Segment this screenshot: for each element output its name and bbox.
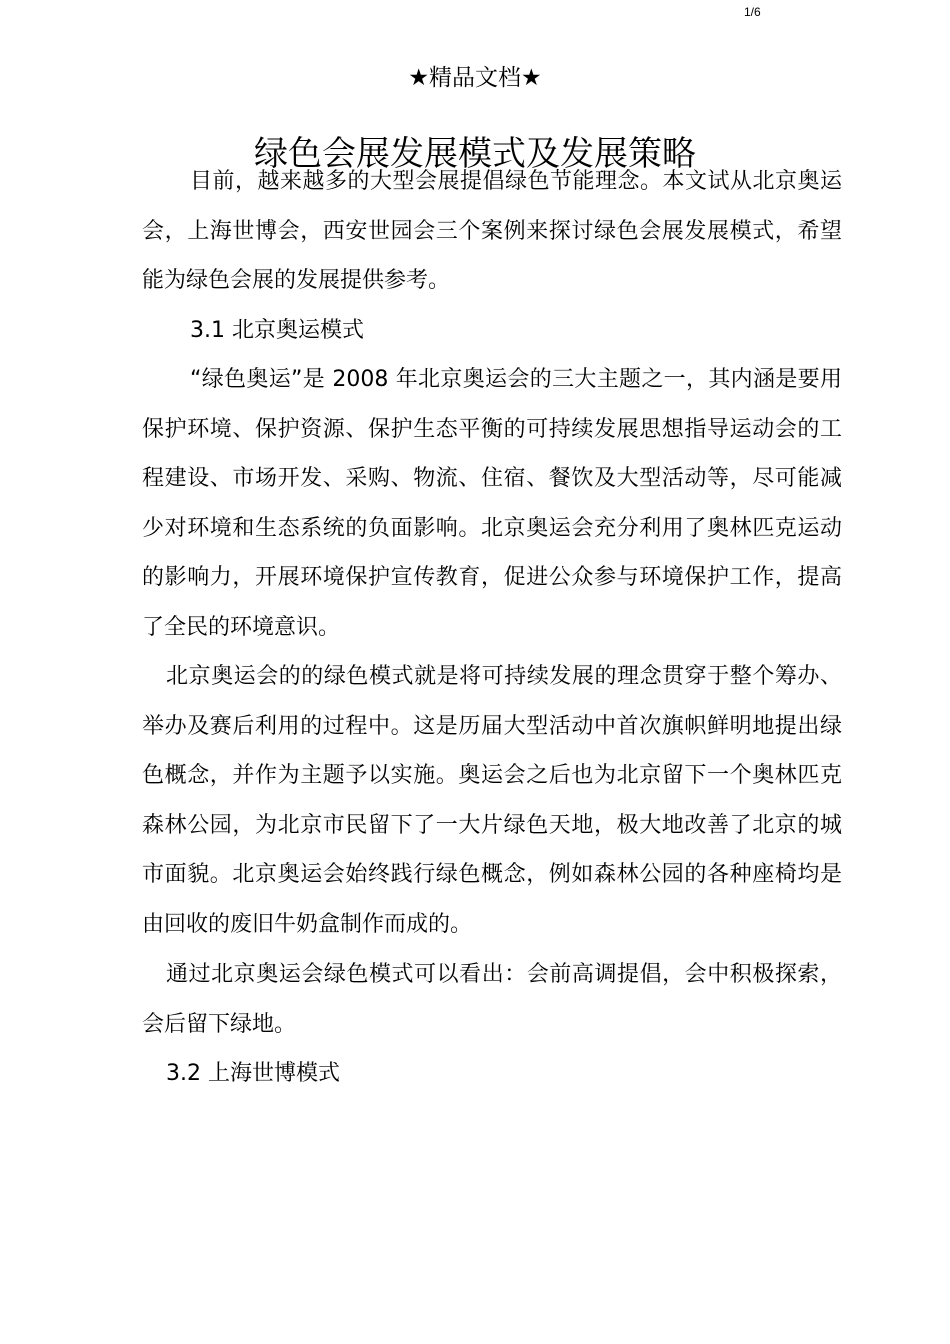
section-3-1-heading: 3.1 北京奥运模式 [190, 318, 364, 343]
section-3-2-heading: 3.2 上海世博模式 [166, 1061, 340, 1086]
document-title: 绿色会展发展模式及发展策略 [254, 133, 696, 174]
document-banner: ★精品文档★ [408, 65, 542, 91]
olympic-paragraph-2: 北京奥运会的的绿色模式就是将可持续发展的理念贯穿于整个筹办、举办及赛后利用的过程中。这是历届大型活动中首次旗帜鲜明地提出绿色概念，并作为主题予以实施。奥运会之后也为北京留下一个奥林匹克森林公园，为北京市民留下了一大片绿色天地，极大地改善了北京的城市面貌。北京奥运会始终践行绿色概念，例如森林公园的各种座椅均是由回收的废旧牛奶盒制作而成的。 [142, 664, 842, 937]
olympic-paragraph-3: 通过北京奥运会绿色模式可以看出：会前高调提倡，会中积极探索，会后留下绿地。 [142, 962, 842, 1037]
page-number: 1/6 [744, 5, 761, 19]
intro-paragraph: 目前，越来越多的大型会展提倡绿色节能理念。本文试从北京奥运会，上海世博会，西安世园会三个案例来探讨绿色会展发展模式，希望能为绿色会展的发展提供参考。 [142, 169, 842, 293]
olympic-paragraph-1: “绿色奥运”是 2008 年北京奥运会的三大主题之一，其内涵是要用保护环境、保护资源、保护生态平衡的可持续发展思想指导运动会的工程建设、市场开发、采购、物流、住宿、餐饮及大型活动等，尽可能减少对环境和生态系统的负面影响。北京奥运会充分利用了奥林匹克运动的影响力，开展环境保护宣传教育，促进公众参与环境保护工作，提高了全民的环境意识。 [142, 367, 842, 640]
